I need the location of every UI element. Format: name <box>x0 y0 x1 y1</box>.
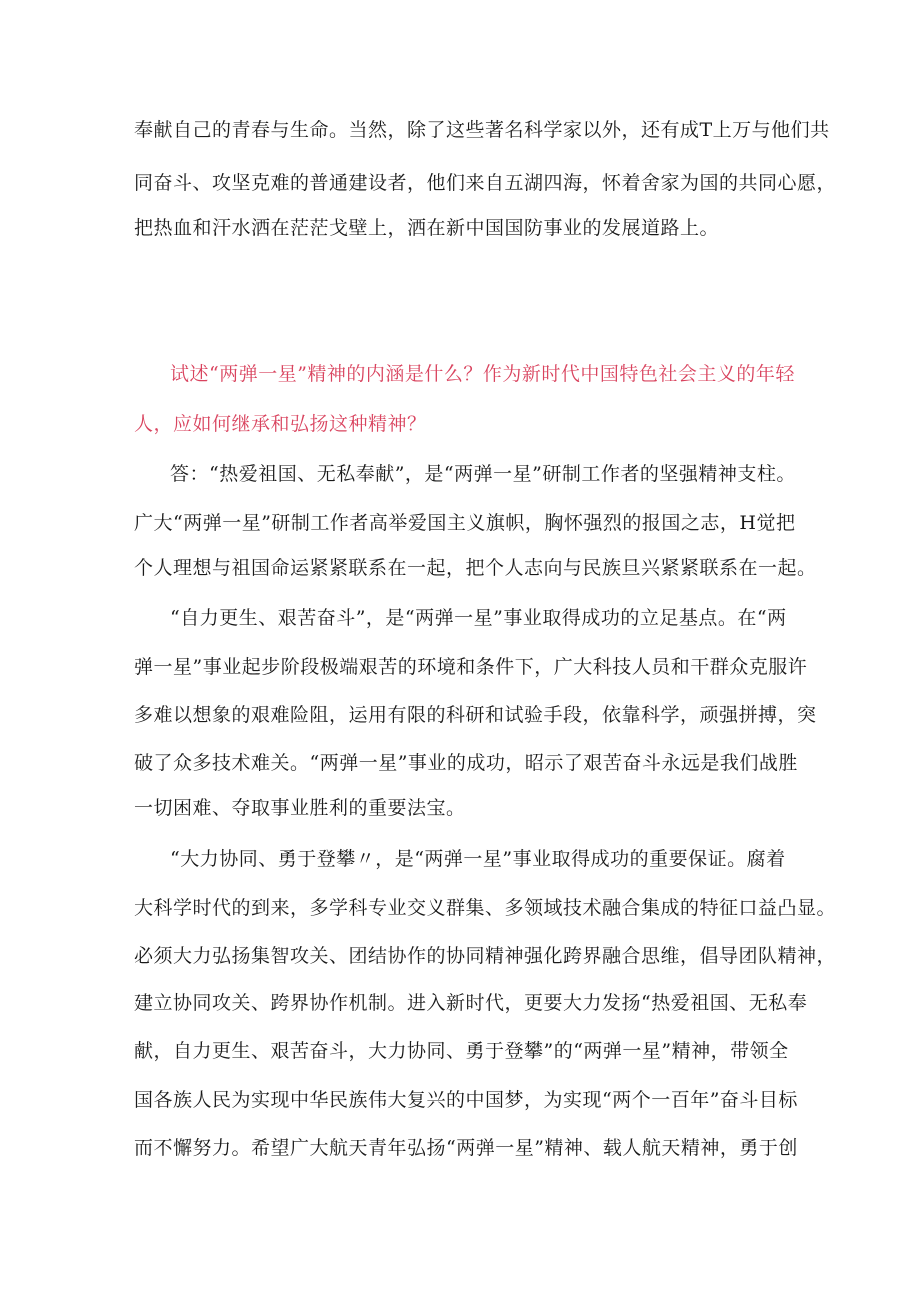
text-line: 广大“两弹一星”研制工作者高举爱国主义旗帜，胸怀强烈的报国之志，H觉把 <box>134 512 796 534</box>
text-line: 破了众多技术难关。“两弹一星”事业的成功，昭示了艰苦奋斗永远是我们战胜 <box>134 752 798 774</box>
text-line: 而不懈努力。希望广大航天青年弘扬“两弹一星”精神、载人航天精神，勇于创 <box>134 1137 798 1159</box>
text-line: 必须大力弘扬集智攻关、团结协作的协同精神强化跨界融合思维，倡导团队精神， <box>134 945 837 967</box>
text-line: “自力更生、艰苦奋斗”，是“两弹一星”事业取得成功的立足基点。在“两 <box>170 607 787 629</box>
text-line: 同奋斗、攻坚克难的普通建设者，他们来自五湖四海，怀着舍家为国的共同心愿， <box>134 172 837 194</box>
text-line: 多难以想象的艰难险阻，运用有限的科研和试验手段，依靠科学，顽强拼搏，突 <box>134 704 817 726</box>
text-line: 大科学时代的到来，多学科专业交义群集、多领域技术融合集成的特征口益凸显。 <box>134 897 837 919</box>
text-line: 一切困难、夺取事业胜利的重要法宝。 <box>134 797 466 819</box>
text-line: 弹一星”事业起步阶段极端艰苦的环境和条件下，广大科技人员和干群众克服许 <box>134 656 808 678</box>
text-line: 国各族人民为实现中华民族伟大复兴的中国梦，为实现“两个一百年”奋斗目标 <box>134 1089 798 1111</box>
text-line: 个人理想与祖国命运紧紧联系在一起，把个人志向与民族旦兴紧紧联系在一起。 <box>134 557 817 579</box>
text-line: “大力协同、勇于登攀〃，是“两弹一星”事业取得成功的重要保证。腐着 <box>170 848 786 870</box>
text-line: 答：“热爱祖国、无私奉献”，是“两弹一星”研制工作者的坚强精神支柱。 <box>170 463 796 485</box>
question-line: 人，应如何继承和弘扬这种精神？ <box>134 413 427 435</box>
text-line: 把热血和汗水洒在茫茫戈壁上，洒在新中国国防事业的发展道路上。 <box>134 217 720 239</box>
text-line: 献，自力更生、艰苦奋斗，大力协同、勇于登攀”的“两弹一星”精神，带领全 <box>134 1040 789 1062</box>
question-line: 试述“两弹一星”精神的内涵是什么？作为新时代中国特色社会主义的年轻 <box>170 363 795 385</box>
text-line: 奉献自己的青春与生命。当然，除了这些著名科学家以外，还有成T上万与他们共 <box>134 119 830 141</box>
text-line: 建立协同攻关、跨界协作机制。进入新时代，更要大力发扬“热爱祖国、无私奉 <box>134 992 808 1014</box>
